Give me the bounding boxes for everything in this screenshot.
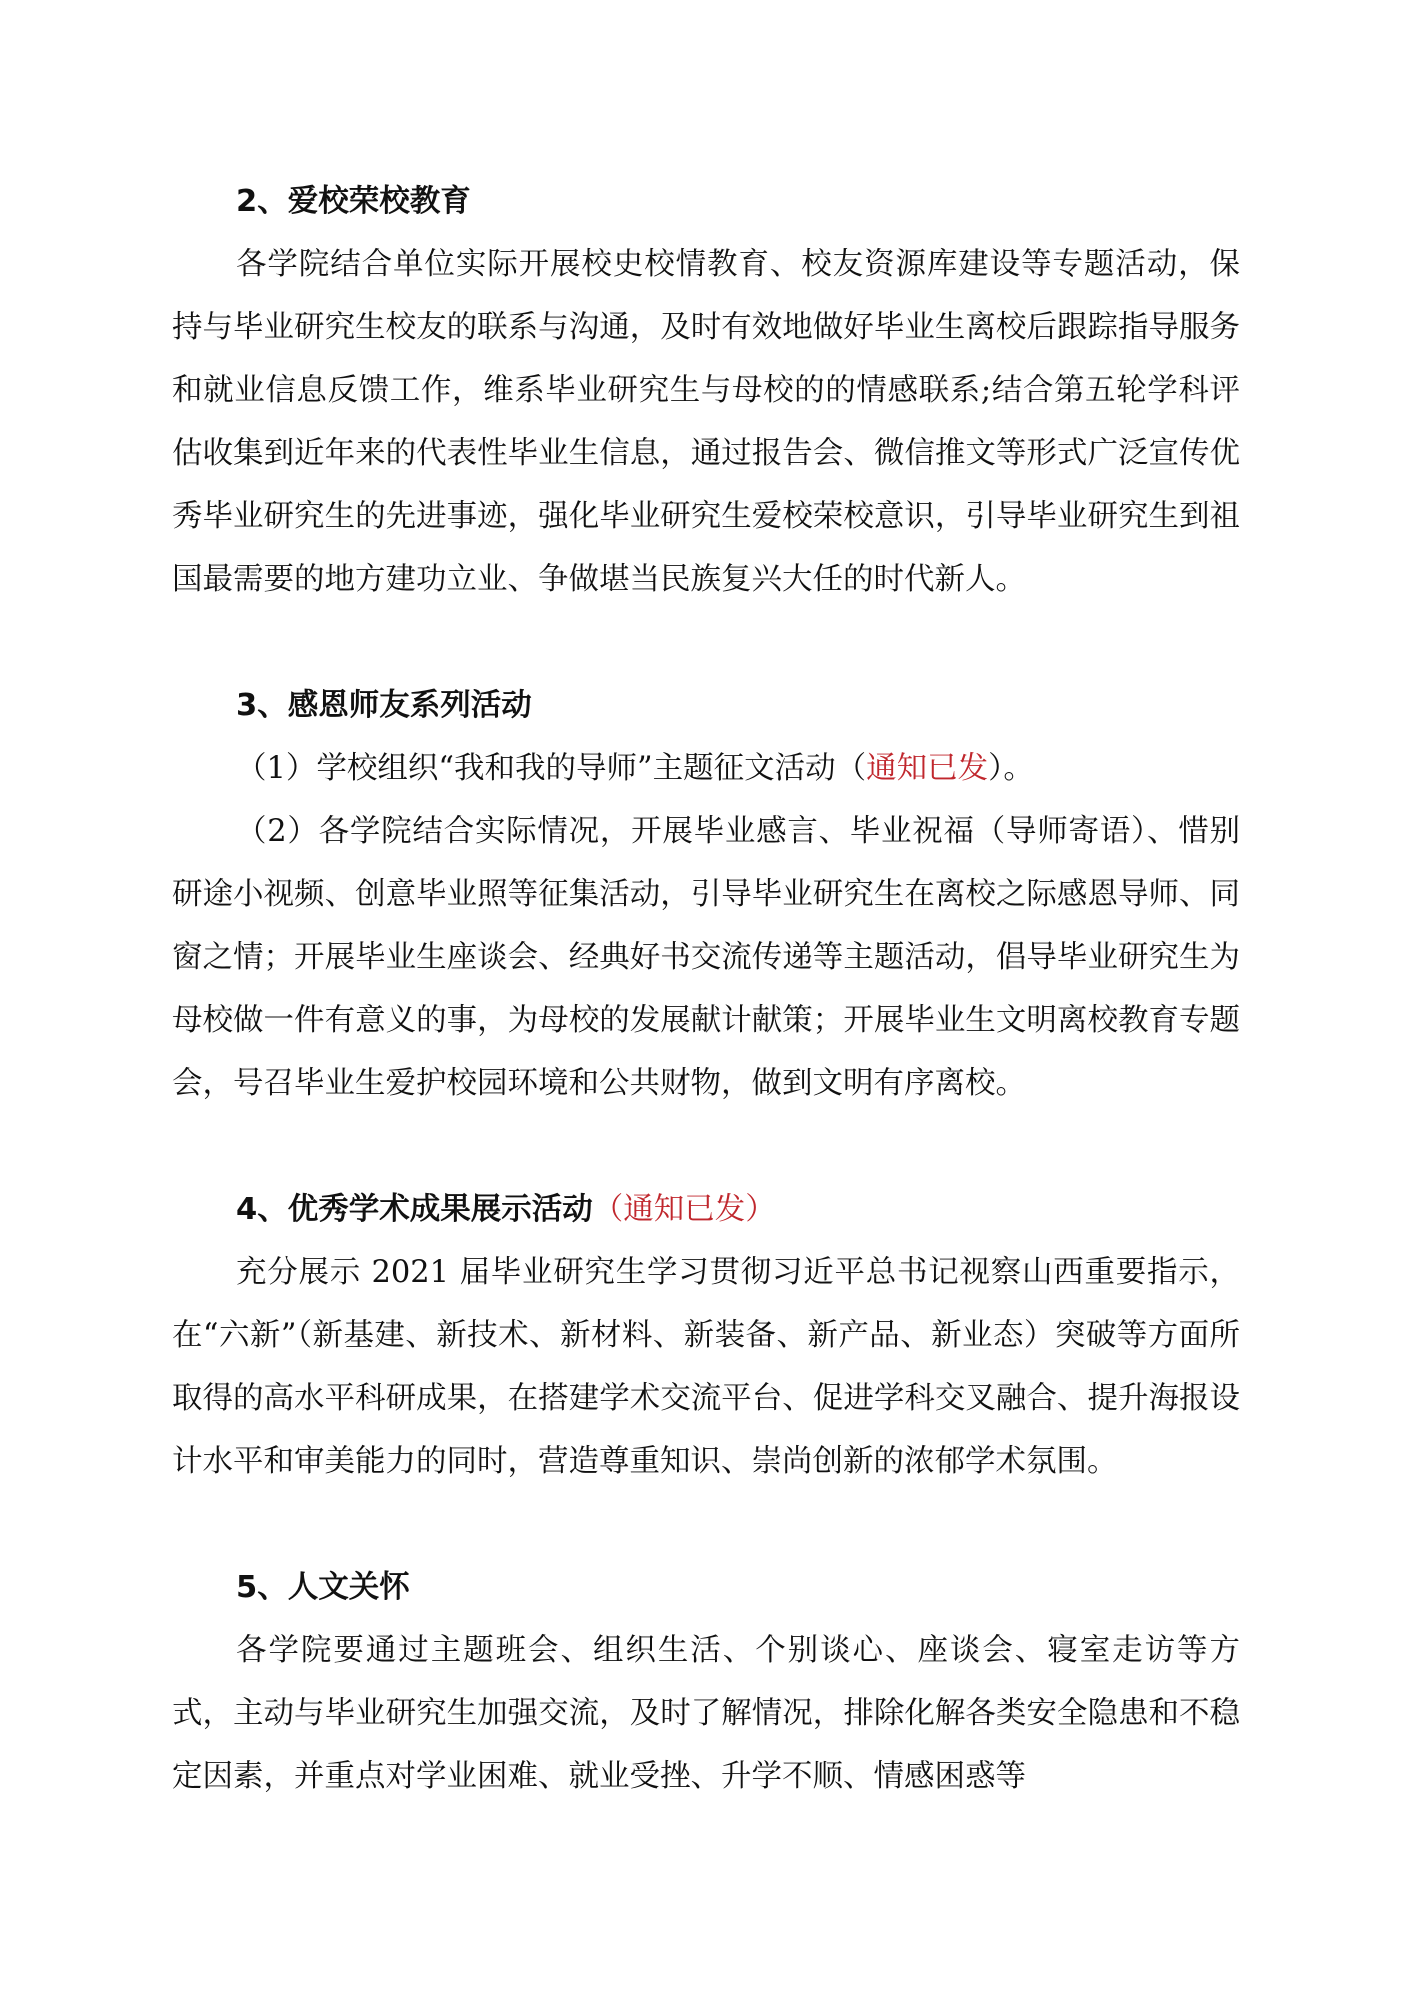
heading-note-open: （ (592, 1192, 624, 1227)
section-3-item-1 (172, 737, 1240, 800)
section-heading-4 (172, 1178, 1240, 1241)
section-heading-3: 3、感恩师友系列活动 (236, 688, 532, 723)
section-heading-4-text: 4、优秀学术成果展示活动 (236, 1192, 593, 1227)
item-1-tail: ）。 (988, 751, 1034, 786)
notice-sent-label: 通知已发 (623, 1192, 746, 1227)
section-3-item-2: （2）各学院结合实际情况，开展毕业感言、毕业祝福（导师寄语）、惜别研途小视频、创意毕业照等征集活动，引导毕业研究生在离校之际感恩导师、同窗之情；开展毕业生座谈会、经典好书交流传递等主题活动，倡导毕业研究生为母校做一件有意义的事，为母校的发展献计献策；开展毕业生文明离校教育专题会，号召毕业生爱护校园环境和公共财物，做到文明有序离校。 (172, 814, 1240, 1101)
notice-sent-label: 通知已发 (866, 751, 989, 786)
item-1-text: （1）学校组织“我和我的导师”主题征文活动（ (236, 751, 867, 786)
heading-note-close: ） (745, 1192, 776, 1227)
section-4-paragraph: 充分展示 2021 届毕业研究生学习贯彻习近平总书记视察山西重要指示，在“六新”（新基建、新技术、新材料、新装备、新产品、新业态）突破等方面所取得的高水平科研成果，在搭建学术交流平台、促进学科交叉融合、提升海报设计水平和审美能力的同时，营造尊重知识、崇尚创新的浓郁学术氛围。 (172, 1255, 1240, 1479)
section-heading-2: 2、爱校荣校教育 (236, 184, 471, 219)
section-heading-5: 5、人文关怀 (236, 1570, 410, 1605)
section-2-paragraph: 各学院结合单位实际开展校史校情教育、校友资源库建设等专题活动，保持与毕业研究生校友的联系与沟通，及时有效地做好毕业生离校后跟踪指导服务和就业信息反馈工作，维系毕业研究生与母校的的情感联系;结合第五轮学科评估收集到近年来的代表性毕业生信息，通过报告会、微信推文等形式广泛宣传优秀毕业研究生的先进事迹，强化毕业研究生爱校荣校意识，引导毕业研究生到祖国最需要的地方建功立业、争做堪当民族复兴大任的时代新人。 (172, 247, 1240, 597)
section-5-paragraph: 各学院要通过主题班会、组织生活、个别谈心、座谈会、寝室走访等方式，主动与毕业研究生加强交流，及时了解情况，排除化解各类安全隐患和不稳定因素，并重点对学业困难、就业受挫、升学不顺、情感困惑等 (172, 1633, 1240, 1794)
